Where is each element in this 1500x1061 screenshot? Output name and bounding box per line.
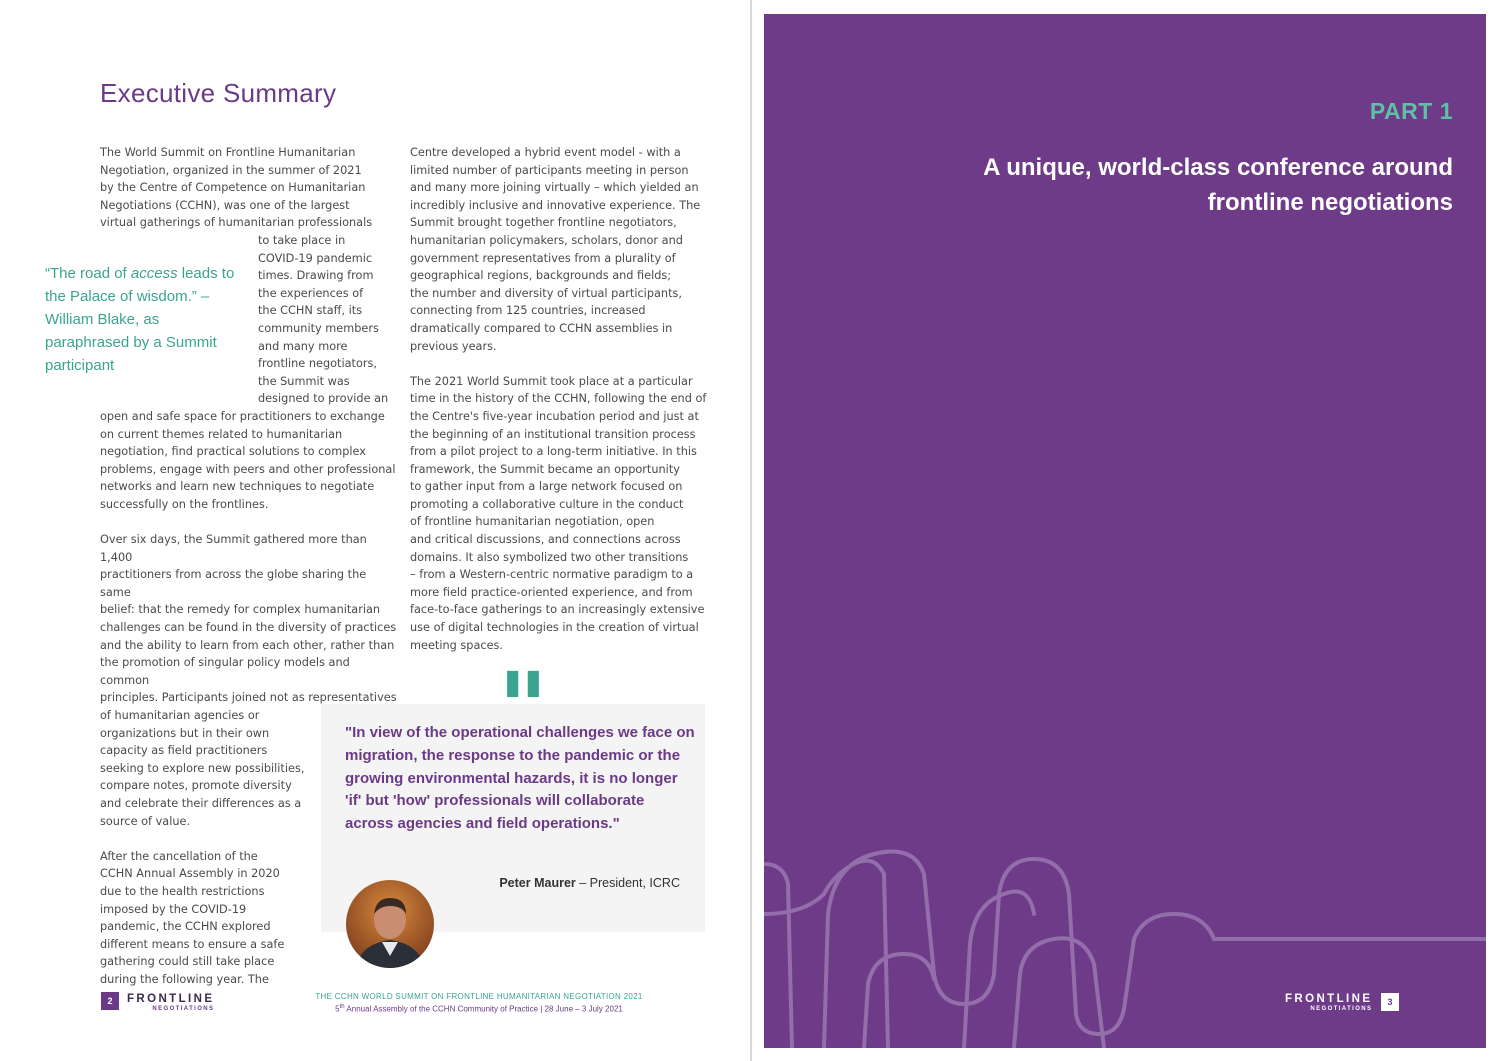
paragraph-1-top: The World Summit on Frontline Humanitarian Negotiation, organized in the summer of 2021 by the Centre of Competence on Humanitarian Negotiations (CCHN), was one of the largest virtual gatherings of humanitarian professionals [100, 146, 373, 230]
page-number: 2 [101, 992, 119, 1010]
paragraph-3: After the cancellation of the CCHN Annual Assembly in 2020 due to the health restrictions imposed by the COVID-19 pandemic, the CCHN explored different means to ensure a safe gathering could still take place during the following year. The [100, 849, 285, 986]
quote-mark-icon: " [498, 651, 549, 764]
frontline-logo: FRONTLINE NEGOTIATIONS [127, 993, 215, 1012]
footer-title: THE CCHN WORLD SUMMIT ON FRONTLINE HUMANITARIAN NEGOTIATION 2021 [315, 992, 643, 1001]
right-page [752, 0, 1500, 1061]
part-cover [764, 14, 1486, 1048]
page-title: Executive Summary [100, 78, 337, 108]
part-label: PART 1 [1369, 98, 1453, 124]
pull-quote: “The road of access leads to the Palace of wisdom.” – William Blake, as paraphrased by a Summit participant [45, 265, 235, 374]
part-headline: A unique, world-class conference around frontline negotiations [983, 154, 1453, 216]
quote-text: "In view of the operational challenges we face on migration, the response to the pandemic or the growing environmental hazards, it is no longer 'if' but 'how' professionals will collaborate across agencies and field operations." [345, 724, 695, 833]
footer-subtitle: 5th Annual Assembly of the CCHN Community of Practice | 28 June – 3 July 2021 [335, 1004, 623, 1014]
page-number-right: 3 [1381, 993, 1399, 1011]
paragraph-2: Over six days, the Summit gathered more than 1,400 practitioners from across the globe sharing the same belief: that the remedy for complex humanitarian challenges can be found in the diversity of practices and the ability to learn from each other, rather than the promotion of singular policy models and common principles. Participants joined not as representatives of humanitarian agencies or organizations but in their own capacity as field practitioners seeking to explore new possibilities, compare notes, promote diversity and celebrate their differences as a source of value. [100, 533, 397, 828]
quote-attribution [499, 876, 680, 890]
text-column-2 [410, 144, 715, 654]
footer [300, 991, 658, 1015]
quote-role: – President, ICRC [575, 876, 680, 890]
frontline-logo-right: FRONTLINE NEGOTIATIONS [1285, 993, 1373, 1012]
paragraph-5: The 2021 World Summit took place at a particular time in the history of the CCHN, following the end of the Centre's five-year incubation period and just at the beginning of an institutional transition process from a pilot project to a long-term initiative. In this framework, the Summit became an opportunity to gather input from a large network focused on promoting a collaborative culture in the conduct of frontline humanitarian negotiation, open and critical discussions, and connections across domains. It also symbolized two other transitions – from a Western-centric normative paradigm to a more field practice-oriented experience, and from face-to-face gatherings to an increasingly extensive use of digital technologies in the creation of virtual meeting spaces. [410, 374, 707, 652]
paragraph-1-bottom: open and safe space for practitioners to exchange on current themes related to humanitarian negotiation, find practical solutions to complex problems, engage with peers and other professional networks and learn new techniques to negotiate successfully on the frontlines. [100, 409, 396, 511]
quote-author: Peter Maurer [499, 876, 576, 890]
speaker-photo [346, 880, 434, 968]
paragraph-1-narrow: to take place in COVID-19 pandemic times. Drawing from the experiences of the CCHN staff, its community members and many more frontline negotiators, the Summit was designed to provide an [258, 233, 389, 406]
paragraph-4: Centre developed a hybrid event model - with a limited number of participants meeting in person and many more joining virtually – which yielded an incredibly inclusive and innovative experience. The Summit brought together frontline negotiators, humanitarian policymakers, scholars, donor and government representatives from a plurality of geographical regions, backgrounds and fields; the number and diversity of virtual participants, connecting from 125 countries, increased dramatically compared to CCHN assemblies in previous years. [410, 146, 701, 353]
road-line-decoration [764, 14, 1486, 1048]
